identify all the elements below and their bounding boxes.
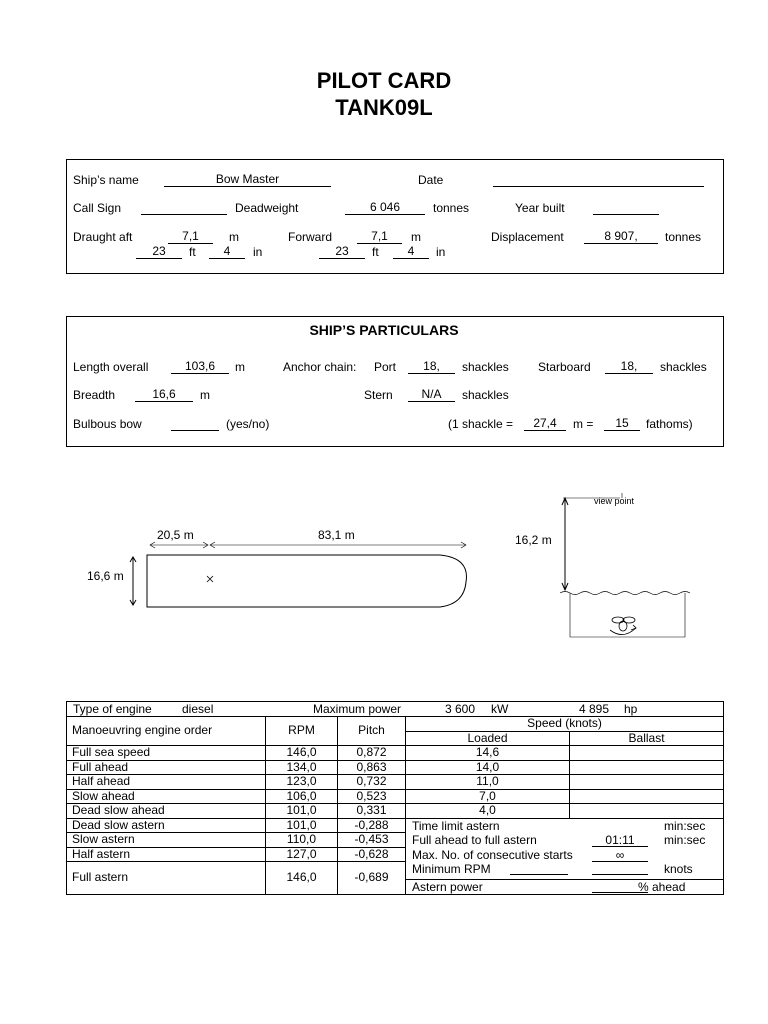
- draught-aft-ft-field[interactable]: 23: [136, 244, 182, 259]
- call-sign-field[interactable]: [141, 200, 227, 215]
- pitch-header: Pitch: [338, 717, 406, 746]
- bridge-mark: [207, 576, 213, 582]
- shackle-length-m-field[interactable]: 27,4: [524, 416, 566, 431]
- rpm-cell: 134,0: [266, 760, 338, 775]
- max-power-kw-unit: kW: [491, 702, 509, 716]
- engine-order-cell: Full ahead: [67, 760, 266, 775]
- displacement-unit: tonnes: [665, 230, 702, 244]
- engine-type-label: Type of engine: [73, 702, 152, 716]
- loaded-header: Loaded: [406, 731, 570, 746]
- length-overall-label: Length overall: [73, 360, 149, 374]
- pitch-cell: 0,331: [338, 804, 406, 819]
- engine-order-cell: Full sea speed: [67, 746, 266, 761]
- time-limit-astern-label: Time limit astern: [412, 818, 500, 833]
- starboard-label: Starboard: [538, 360, 591, 374]
- ballast-speed-cell[interactable]: [570, 760, 724, 775]
- pitch-cell: 0,523: [338, 789, 406, 804]
- minimum-rpm-knots-unit: knots: [664, 862, 693, 876]
- ballast-speed-cell[interactable]: [570, 775, 724, 790]
- fathoms-suffix: fathoms): [646, 417, 693, 431]
- draught-aft-in-field[interactable]: 4: [209, 244, 245, 259]
- max-power-label: Maximum power: [313, 702, 402, 716]
- loaded-speed-cell[interactable]: 11,0: [406, 775, 570, 790]
- stern-label: Stern: [364, 388, 393, 402]
- table-row: [67, 804, 724, 819]
- bulbous-bow-field[interactable]: [171, 416, 219, 431]
- breadth-field[interactable]: 16,6: [135, 387, 193, 402]
- ballast-speed-cell[interactable]: [570, 804, 724, 819]
- bulbous-bow-label: Bulbous bow: [73, 417, 142, 431]
- engine-order-cell: Half astern: [67, 847, 266, 862]
- pitch-cell: -0,453: [338, 833, 406, 848]
- stern-shackles-unit: shackles: [462, 388, 509, 402]
- engine-table: [66, 701, 724, 895]
- rpm-cell: 101,0: [266, 804, 338, 819]
- table-row: [67, 760, 724, 775]
- full-ahead-to-full-astern-label: Full ahead to full astern: [412, 833, 537, 847]
- full-ahead-to-full-astern-unit: min:sec: [664, 833, 706, 847]
- forward-ft-unit: ft: [372, 245, 379, 259]
- table-row: [67, 818, 724, 833]
- ballast-speed-cell[interactable]: [570, 789, 724, 804]
- year-built-label: Year built: [515, 201, 565, 215]
- table-row: [67, 746, 724, 761]
- loaded-speed-cell[interactable]: 14,6: [406, 746, 570, 761]
- stern-to-bridge-label: 20,5 m: [157, 528, 194, 542]
- displacement-field[interactable]: 8 907,: [584, 229, 658, 244]
- port-shackles-unit: shackles: [462, 360, 509, 374]
- loaded-speed-cell[interactable]: 14,0: [406, 760, 570, 775]
- pitch-cell: 0,732: [338, 775, 406, 790]
- displacement-label: Displacement: [491, 230, 564, 244]
- draught-aft-m-field[interactable]: 7,1: [168, 229, 213, 244]
- shackle-length-fathom-field[interactable]: 15: [604, 416, 640, 431]
- port-chain-field[interactable]: 18,: [408, 359, 455, 374]
- starboard-chain-field[interactable]: 18,: [605, 359, 653, 374]
- deadweight-field[interactable]: 6 046: [345, 200, 425, 215]
- max-power-hp-unit: hp: [624, 702, 638, 716]
- table-row: [67, 789, 724, 804]
- pitch-cell: 0,863: [338, 760, 406, 775]
- length-overall-field[interactable]: 103,6: [171, 359, 229, 374]
- date-label: Date: [418, 173, 444, 187]
- forward-m-field[interactable]: 7,1: [357, 229, 402, 244]
- astern-power-unit: % ahead: [638, 879, 686, 894]
- draught-aft-ft-unit: ft: [189, 245, 196, 259]
- forward-m-unit: m: [411, 230, 421, 244]
- rpm-cell: 110,0: [266, 833, 338, 848]
- rpm-header: RPM: [266, 717, 338, 746]
- rpm-cell: 101,0: [266, 818, 338, 833]
- year-built-field[interactable]: [593, 200, 659, 215]
- engine-order-cell: Half ahead: [67, 775, 266, 790]
- minimum-rpm-knots-field[interactable]: [592, 862, 648, 875]
- table-row: [67, 775, 724, 790]
- engine-order-cell: Dead slow astern: [67, 818, 266, 833]
- deadweight-unit: tonnes: [433, 201, 470, 215]
- eye-height-label: 16,2 m: [515, 533, 552, 547]
- bridge-to-bow-label: 83,1 m: [318, 528, 355, 542]
- max-power-hp-value: 4 895: [579, 702, 610, 716]
- view-point-label: view point: [594, 496, 635, 506]
- ballast-speed-cell[interactable]: [570, 746, 724, 761]
- anchor-chain-label: Anchor chain:: [283, 360, 357, 374]
- pitch-cell: 0,872: [338, 746, 406, 761]
- loaded-speed-cell[interactable]: 4,0: [406, 804, 570, 819]
- ballast-header: Ballast: [570, 731, 724, 746]
- pitch-cell: -0,288: [338, 818, 406, 833]
- call-sign-label: Call Sign: [73, 201, 122, 215]
- breadth-unit: m: [200, 388, 210, 402]
- loaded-speed-cell[interactable]: 7,0: [406, 789, 570, 804]
- astern-info-panel: [406, 818, 724, 879]
- max-starts-label: Max. No. of consecutive starts: [412, 847, 573, 862]
- ships-name-field[interactable]: Bow Master: [164, 172, 331, 187]
- yes-no-hint: (yes/no): [226, 417, 270, 431]
- shackle-m-equals: m =: [573, 417, 594, 431]
- starboard-shackles-unit: shackles: [660, 360, 707, 374]
- order-header: Manoeuvring engine order: [67, 717, 266, 746]
- engine-order-cell: Full astern: [67, 862, 266, 895]
- draught-aft-label: Draught aft: [73, 230, 133, 244]
- date-field[interactable]: [493, 172, 704, 187]
- pitch-cell: -0,628: [338, 847, 406, 862]
- forward-ft-field[interactable]: 23: [319, 244, 365, 259]
- draught-aft-in-unit: in: [253, 245, 263, 259]
- draught-aft-m-unit: m: [229, 230, 239, 244]
- engine-header-row-1: [67, 717, 724, 732]
- breadth-dimension-label: 16,6 m: [87, 569, 124, 583]
- astern-power-label: Astern power: [412, 879, 483, 894]
- hull-outline: [147, 555, 466, 607]
- page-title: PILOT CARD: [316, 68, 452, 93]
- particulars-heading: SHIP’S PARTICULARS: [309, 322, 459, 338]
- stern-chain-field[interactable]: N/A: [408, 387, 455, 402]
- rpm-cell: 106,0: [266, 789, 338, 804]
- rpm-cell: 146,0: [266, 862, 338, 895]
- deadweight-label: Deadweight: [235, 201, 299, 215]
- engine-type-row: [67, 702, 724, 717]
- engine-type-value: diesel: [182, 702, 214, 716]
- time-limit-astern-unit: min:sec: [664, 818, 706, 833]
- rpm-cell: 123,0: [266, 775, 338, 790]
- engine-order-cell: Slow ahead: [67, 789, 266, 804]
- forward-label: Forward: [288, 230, 333, 244]
- forward-in-unit: in: [436, 245, 446, 259]
- port-label: Port: [374, 360, 397, 374]
- length-overall-unit: m: [235, 360, 245, 374]
- ships-name-label: Ship’s name: [73, 173, 139, 187]
- shackle-definition-prefix: (1 shackle =: [448, 417, 514, 431]
- rpm-cell: 146,0: [266, 746, 338, 761]
- max-power-kw-value: 3 600: [445, 702, 476, 716]
- breadth-label: Breadth: [73, 388, 116, 402]
- engine-order-cell: Dead slow ahead: [67, 804, 266, 819]
- minimum-rpm-field[interactable]: [510, 862, 568, 875]
- forward-in-field[interactable]: 4: [393, 244, 429, 259]
- full-ahead-to-full-astern-field[interactable]: 01:11: [592, 833, 648, 847]
- propeller-blade-top: [612, 617, 624, 623]
- engine-order-cell: Slow astern: [67, 833, 266, 848]
- rpm-cell: 127,0: [266, 847, 338, 862]
- page-subtitle: TANK09L: [335, 95, 433, 120]
- minimum-rpm-label: Minimum RPM: [412, 862, 491, 876]
- speed-header: Speed (knots): [406, 717, 724, 732]
- pitch-cell: -0,689: [338, 862, 406, 895]
- max-starts-field[interactable]: ∞: [592, 848, 648, 862]
